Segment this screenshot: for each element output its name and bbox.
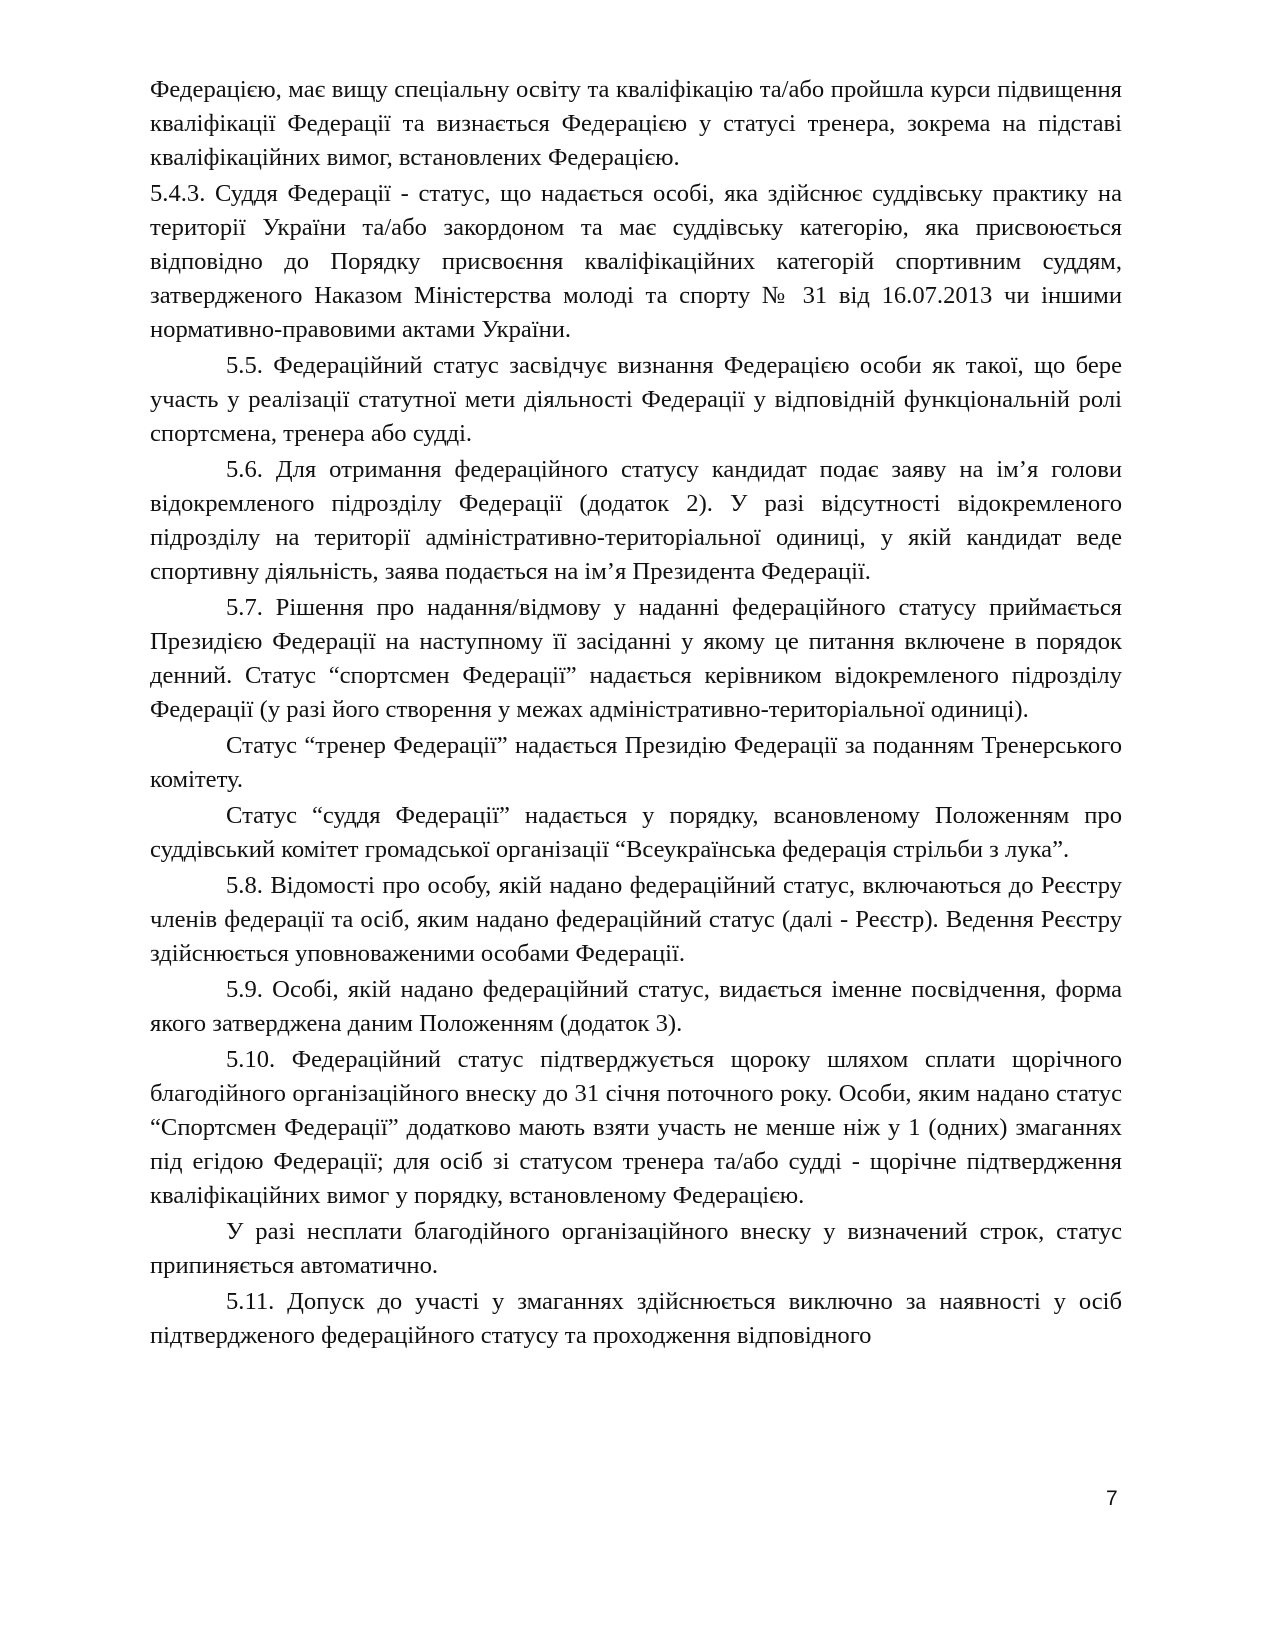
paragraph-5-10-confirmation: 5.10. Федераційний статус підтверджується щороку шляхом сплати щорічного благодійного організаційного внеску до 31 січня поточного року. Особи, яким надано статус “Спортсмен Федерації” додатково мають взяти участь не менше ніж у 1 (одних) змаганнях під егідою Федерації; для осіб зі статусом тренера та/або судді - щорічне підтвердження кваліфікаційних вимог у порядку, встановленому Федерацією. bbox=[150, 1046, 1122, 1209]
page-number: 7 bbox=[1106, 1487, 1118, 1510]
document-body bbox=[150, 73, 1122, 1353]
paragraph-5-4-3-judge-status: 5.4.3. Суддя Федерації - статус, що надається особі, яка здійснює суддівську практику на території України та/або закордоном та має суддівську категорію, яка присвоюється відповідно до Порядку присвоєння кваліфікаційних категорій спортивним суддям, затвердженого Наказом Міністерства молоді та спорту № 31 від 16.07.2013 чи іншими нормативно-правовими актами України. bbox=[150, 180, 1122, 343]
paragraph-5-6-application: 5.6. Для отримання федераційного статусу кандидат подає заяву на ім’я голови відокремленого підрозділу Федерації (додаток 2). У разі відсутності відокремленого підрозділу на території адміністративно-територіальної одиниці, у якій кандидат веде спортивну діяльність, заява подається на ім’я Президента Федерації. bbox=[150, 456, 1122, 585]
paragraph-judge-status-granting: Статус “суддя Федерації” надається у порядку, всановленому Положенням про суддівський комітет громадської організації “Всеукраїнська федерація стрільби з лука”. bbox=[150, 802, 1122, 863]
paragraph-trainer-status-granting: Статус “тренер Федерації” надається Президію Федерації за поданням Тренерського комітету. bbox=[150, 732, 1122, 793]
paragraph-5-7-decision: 5.7. Рішення про надання/відмову у наданні федераційного статусу приймається Президією Федерації на наступному її засіданні у якому це питання включене в порядок денний. Статус “спортсмен Федерації” надається керівником відокремленого підрозділу Федерації (у разі його створення у межах адміністративно-територіальної одиниці). bbox=[150, 594, 1122, 723]
paragraph-5-5-federation-status: 5.5. Федераційний статус засвідчує визнання Федерацією особи як такої, що бере участь у реалізації статутної мети діяльності Федерації у відповідній функціональній ролі спортсмена, тренера або судді. bbox=[150, 352, 1122, 447]
paragraph-5-8-registry: 5.8. Відомості про особу, якій надано федераційний статус, включаються до Реєстру членів федерації та осіб, яким надано федераційний статус (далі - Реєстр). Ведення Реєстру здійснюється уповноваженими особами Федерації. bbox=[150, 872, 1122, 967]
paragraph-5-9-certificate: 5.9. Особі, якій надано федераційний статус, видається іменне посвідчення, форма якого затверджена даним Положенням (додаток 3). bbox=[150, 976, 1122, 1037]
paragraph-5-11-admission: 5.11. Допуск до участі у змаганнях здійснюється виключно за наявності у осіб підтвердженого федераційного статусу та проходження відповідного bbox=[150, 1288, 1122, 1349]
paragraph-trainer-status-continued: Федерацією, має вищу спеціальну освіту та кваліфікацію та/або пройшла курси підвищення кваліфікації Федерації та визнається Федерацією у статусі тренера, зокрема на підставі кваліфікаційних вимог, встановлених Федерацією. bbox=[150, 76, 1122, 171]
paragraph-non-payment: У разі несплати благодійного організаційного внеску у визначений строк, статус припиняється автоматично. bbox=[150, 1218, 1122, 1279]
